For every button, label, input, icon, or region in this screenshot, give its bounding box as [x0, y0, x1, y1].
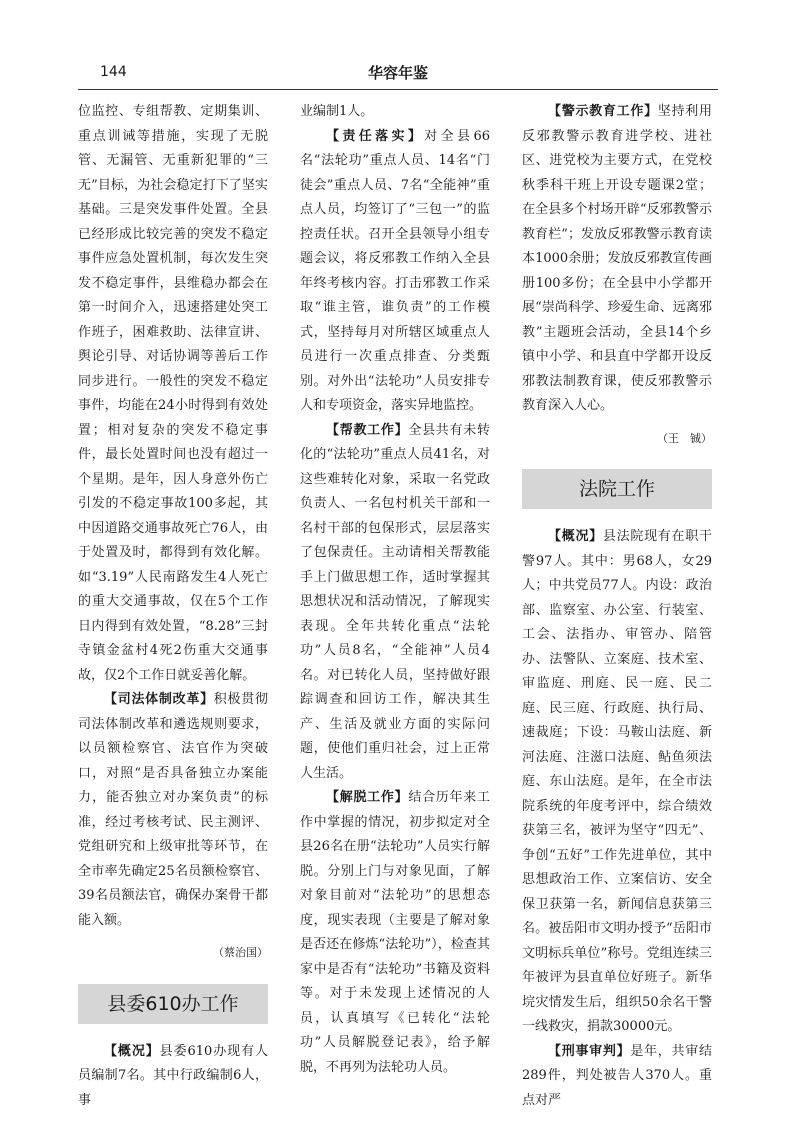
paragraph — [522, 1040, 712, 1114]
section-tag: 【司法体制改革】 — [104, 692, 214, 707]
section-tag: 【概况】 — [548, 529, 603, 544]
running-header — [78, 60, 718, 86]
paragraph — [522, 525, 712, 1040]
paragraph: 业编制1人。 — [300, 104, 374, 119]
section-tag: 【解脱工作】 — [326, 790, 409, 805]
paragraph: 位监控、专组帮教、定期集训、重点训诫等措施，实现了无脱管、无漏管、无重新犯罪的“三无”目标，为社会稳定打下了坚实基础。三是突发事件处置。全县已经形成比较完善的突发不稳定事件应急处置机制，每次发生突发不稳定事件，县维稳办都会在第一时间介入，迅速搭建处突工作班子，困难救助、法律宣讲、舆论引导、对话协调等善后工作同步进行。一般性的突发不稳定事件，均能在24小时得到有效处置；相对复杂的突发不稳定事件，最长处置时间也没有超过一个星期。是年，因人身意外伤亡引发的不稳定事故100多起，其中因道路交通事故死亡76人，由于处置及时，都得到有效化解。如“3.19”人民南路发生4人死亡的重大交通事故，仅在5个工作日内得到有效处置，“8.28”三封寺镇金盆村4死2伤重大交通事故，仅2个工作日就妥善化解。 — [78, 104, 268, 683]
column-3 — [522, 100, 712, 1113]
paragraph-text: 是年，共审结289件，判处被告人370人。重点对严 — [522, 1043, 712, 1108]
paragraph — [300, 125, 490, 419]
paragraph-text: 积极贯彻司法体制改革和遴选规则要求，以员额检察官、法官作为突破口，对照“是否具备独立办案能力，能否独立对办案负责”的标准，经过考核考试、民主测评、党组研究和上级审批等环节，在全市率先确定25名员额检察官、39名员额法官，确保办案骨干都能入额。 — [78, 692, 268, 928]
column-2 — [300, 100, 490, 1080]
section-tag: 【警示教育工作】 — [548, 104, 658, 119]
book-title: 华容年鉴 — [368, 64, 429, 82]
author-credit: （王 铖） — [657, 431, 712, 445]
author-credit: （蔡治国） — [213, 946, 268, 959]
page-number: 144 — [100, 64, 127, 80]
section-tag: 【责任落实】 — [326, 128, 425, 144]
column-1 — [78, 100, 268, 1113]
section-tag: 【刑事审判】 — [548, 1043, 631, 1059]
section-heading: 县委610办工作 — [78, 984, 268, 1024]
section-tag: 【概况】 — [104, 1043, 160, 1059]
paragraph-text: 对全县66名“法轮功”重点人员、14名“门徒会”重点人员、7名“全能神”重点人员，均签订了“三包一”的监控责任状。召开全县领导小组专题会议，将反邪教工作纳入全县年终考核内容。打击邪教工作采取“谁主管，谁负责”的工作模式，坚持每月对所辖区域重点人员进行一次重点排查、分类甄别。对外出“法轮功”人员安排专人和专项资金，落实异地监控。 — [300, 128, 490, 413]
paragraph-text: 全县共有未转化的“法轮功”重点人员41名，对这些难转化对象，采取一名党政负责人、一名包村机关干部和一名村干部的包保形式，层层落实了包保责任。主动请相关帮教能手上门做思想工作，适时掌握其思想状况和活动情况，了解现实表现。全年共转化重点“法轮功”人员8名，“全能神”人员4名。对已转化人员，坚持做好跟踪调查和回访工作，解决其生产、生活及就业方面的实际问题，使他们重归社会，过上正常人生活。 — [300, 422, 490, 781]
paragraph — [300, 786, 490, 1080]
paragraph — [300, 419, 490, 787]
section-tag: 【帮教工作】 — [326, 422, 409, 438]
paragraph-text: 县法院现有在职干警97人。其中：男68人，女29人；中共党员77人。内设：政治部、监察室、办公室、行装室、工会、法指办、审管办、陪管办、法警队、立案庭、技术室、审监庭、刑庭、民一庭、民二庭、民三庭、行政庭、执行局、速裁庭；下设：马鞍山法庭、新河法庭、注滋口法庭、鲇鱼须法庭、东山法庭。是年，在全市法院系统的年度考评中，综合绩效获第三名，被评为坚守“四无”、争创“五好”工作先进单位，其中思想政治工作、立案信访、安全保卫获第一名，新闻信息获第三名。被岳阳市文明办授予“岳阳市文明标兵单位”称号。党组连续三年被评为县直单位好班子。新华垸灾情发生后，组织50余名干警一线救灾，捐款30000元。 — [522, 529, 712, 1034]
section-heading: 法院工作 — [522, 469, 712, 509]
paragraph-text: 坚持利用反邪教警示教育进学校、进社区、进党校为主要方式，在党校秋季科干班上开设专题课2堂；在全县多个村场开辟“反邪教警示教育栏”；发放反邪教警示教育读本1000余册；发放反邪教宣传画册100多份；在全县中小学都开展“崇尚科学、珍爱生命、远离邪教”主题班会活动，全县14个乡镇中小学、和县直中学都开设反邪教法制教育课，使反邪教警示教育深入人心。 — [522, 104, 712, 413]
header-rule — [78, 89, 718, 90]
paragraph — [78, 688, 268, 933]
paragraph-text: 结合历年来工作中掌握的情况，初步拟定对全县26名在册“法轮功”人员实行解脱。分别上门与对象见面，了解对象目前对“法轮功”的思想态度，现实表现（主要是了解对象是否还在修炼“法轮功”），检查其家中是否有“法轮功”书籍及资料等。对于未发现上述情况的人员，认真填写《已转化“法轮功”人员解脱登记表》，给予解脱，不再列为法轮功人员。 — [300, 790, 490, 1075]
paragraph — [522, 100, 712, 419]
paragraph — [78, 1040, 268, 1114]
paragraph-text: 县委610办现有人员编制7名。其中行政编制6人，事 — [78, 1043, 268, 1108]
